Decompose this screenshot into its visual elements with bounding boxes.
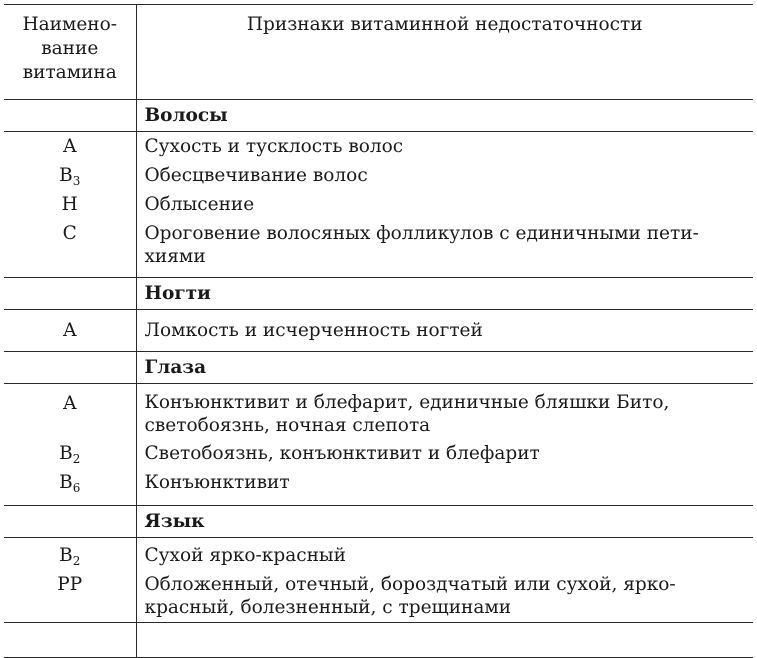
vitamin-name: $B_2$ — [59, 545, 81, 568]
vitamin-name: $B_6$ — [59, 472, 81, 495]
section-body-hair — [4, 132, 753, 278]
header-col1-line: витамина — [22, 62, 117, 83]
vitamin-name: $B_2$ — [59, 443, 81, 466]
header-deficiency-signs: Признаки витаминной недостаточности — [136, 5, 753, 100]
section-row-eyes — [4, 352, 753, 384]
section-title: Ногти — [136, 278, 753, 310]
section-title: Волосы — [136, 100, 753, 132]
header-vitamin-name — [4, 5, 136, 100]
vitamin-name: A — [63, 320, 77, 341]
vitamin-name: C — [62, 223, 77, 244]
section-body-eyes — [4, 384, 753, 506]
section-body-nails — [4, 310, 753, 352]
vitamin-name: $B_3$ — [59, 165, 81, 188]
table-header-row — [4, 5, 753, 100]
deficiency-sign: Сухость и тусклость волос — [144, 136, 404, 157]
deficiency-sign: Обложенный, отечный, бороздчатый или сухой, ярко- красный, болезненный, с трещинами — [144, 574, 676, 618]
deficiency-sign: Светобоязнь, конъюнктивит и блефарит — [144, 443, 540, 464]
header-col1-line: вание — [41, 38, 99, 59]
section-row-tongue — [4, 506, 753, 538]
vitamin-name: A — [63, 136, 77, 157]
vitamin-name: A — [63, 393, 77, 414]
section-title: Язык — [136, 506, 753, 538]
vitamin-name: H — [61, 194, 78, 215]
section-row-nails — [4, 278, 753, 310]
deficiency-sign: Конъюнктивит и блефарит, единичные бляшки Бито, светобоязнь, ночная слепота — [144, 392, 670, 436]
section-body-tongue — [4, 538, 753, 658]
deficiency-sign: Обесцвечивание волос — [144, 165, 368, 186]
deficiency-sign: Облысение — [144, 194, 255, 215]
section-row-hair — [4, 100, 753, 132]
section-title: Глаза — [136, 352, 753, 384]
deficiency-sign: Ломкость и исчерченность ногтей — [144, 320, 483, 341]
header-col1-line: Наимено- — [22, 14, 118, 35]
deficiency-sign: Конъюнктивит — [144, 472, 290, 493]
vitamin-name: PP — [57, 574, 83, 595]
deficiency-sign: Сухой ярко-красный — [144, 545, 346, 566]
vitamin-deficiency-table — [4, 4, 753, 658]
bottom-rule — [4, 622, 753, 623]
deficiency-sign: Ороговение волосяных фолликулов с единичными пети- хиями — [144, 223, 699, 267]
